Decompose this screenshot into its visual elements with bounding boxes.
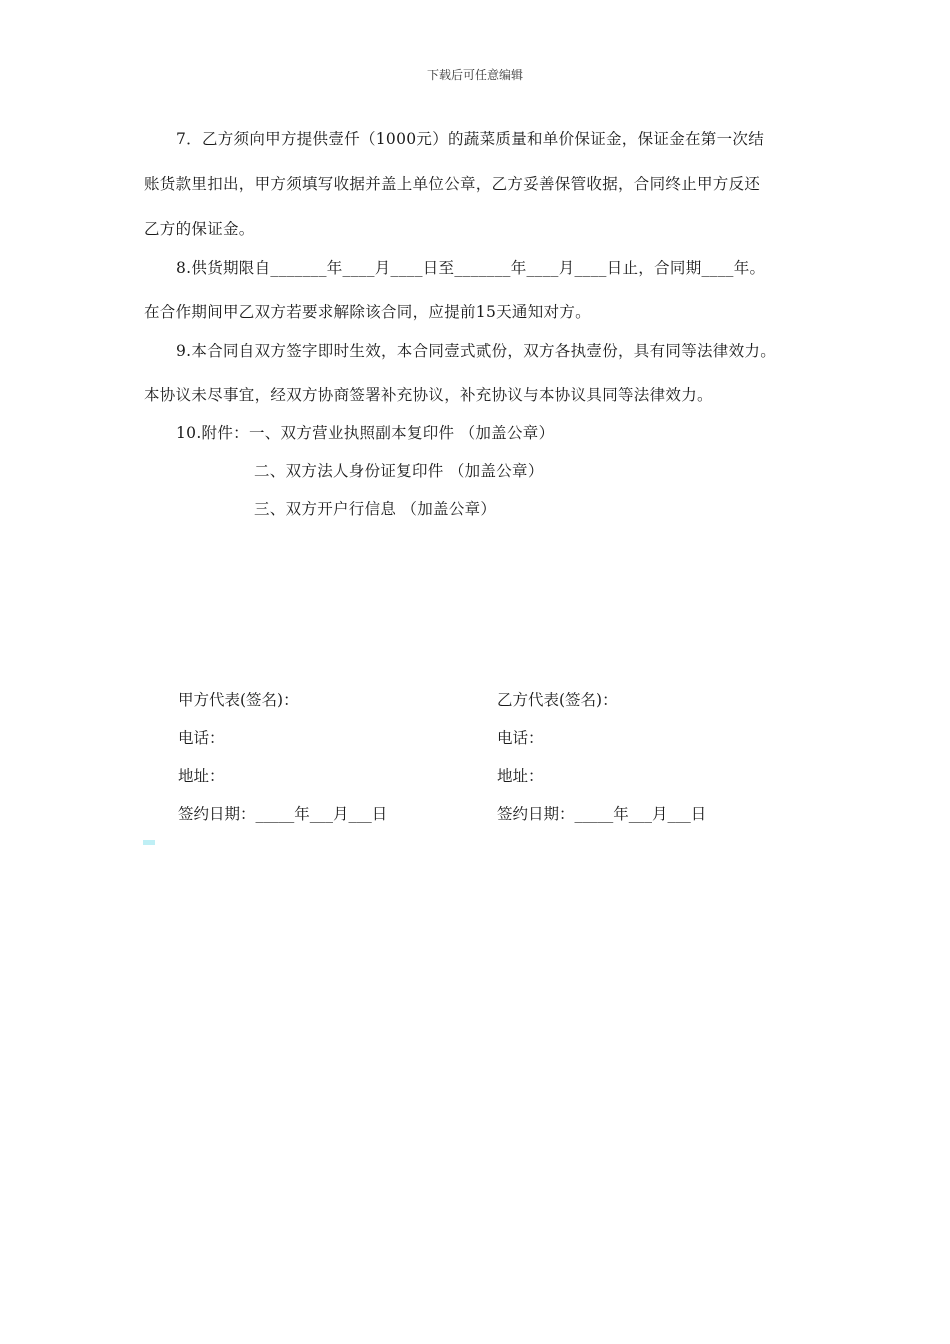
- clause-9-line-1: 9.本合同自双方签字即时生效，本合同壹式贰份，双方各执壹份，具有同等法律效力。: [176, 342, 776, 360]
- clause-8-line-2: 在合作期间甲乙双方若要求解除该合同，应提前15天通知对方。: [144, 303, 591, 321]
- text-cursor-marker: [143, 840, 155, 845]
- party-b-rep-label: 乙方代表(签名)：: [497, 691, 618, 709]
- clause-8-line-1: 8.供货期限自_______年____月____日至_______年____月____日止，合同期____年。: [176, 259, 766, 277]
- clause-10-line-2: 二、双方法人身份证复印件 （加盖公章）: [254, 462, 544, 480]
- party-b-date-label: 签约日期：_____年___月___日: [497, 805, 707, 823]
- clause-7-line-1: 7．乙方须向甲方提供壹仟（1000元）的蔬菜质量和单价保证金，保证金在第一次结: [176, 130, 765, 148]
- party-a-address-label: 地址：: [178, 767, 225, 785]
- clause-10-line-1: 10.附件：一、双方营业执照副本复印件 （加盖公章）: [176, 424, 555, 442]
- page-header: 下载后可任意编辑: [426, 68, 523, 82]
- party-b-signature-block: [497, 689, 706, 841]
- clause-10-line-3: 三、双方开户行信息 （加盖公章）: [254, 500, 497, 518]
- party-a-rep-label: 甲方代表(签名)：: [178, 691, 299, 709]
- party-b-phone-label: 电话：: [497, 729, 544, 747]
- clause-7-line-3: 乙方的保证金。: [144, 220, 255, 238]
- party-a-phone-label: 电话：: [178, 729, 225, 747]
- party-b-address-label: 地址：: [497, 767, 544, 785]
- clause-7-line-2: 账货款里扣出，甲方须填写收据并盖上单位公章，乙方妥善保管收据，合同终止甲方反还: [144, 175, 761, 193]
- party-a-signature-block: [178, 689, 387, 841]
- party-a-date-label: 签约日期：_____年___月___日: [178, 805, 388, 823]
- clause-9-line-2: 本协议未尽事宜，经双方协商签署补充协议，补充协议与本协议具同等法律效力。: [144, 386, 713, 404]
